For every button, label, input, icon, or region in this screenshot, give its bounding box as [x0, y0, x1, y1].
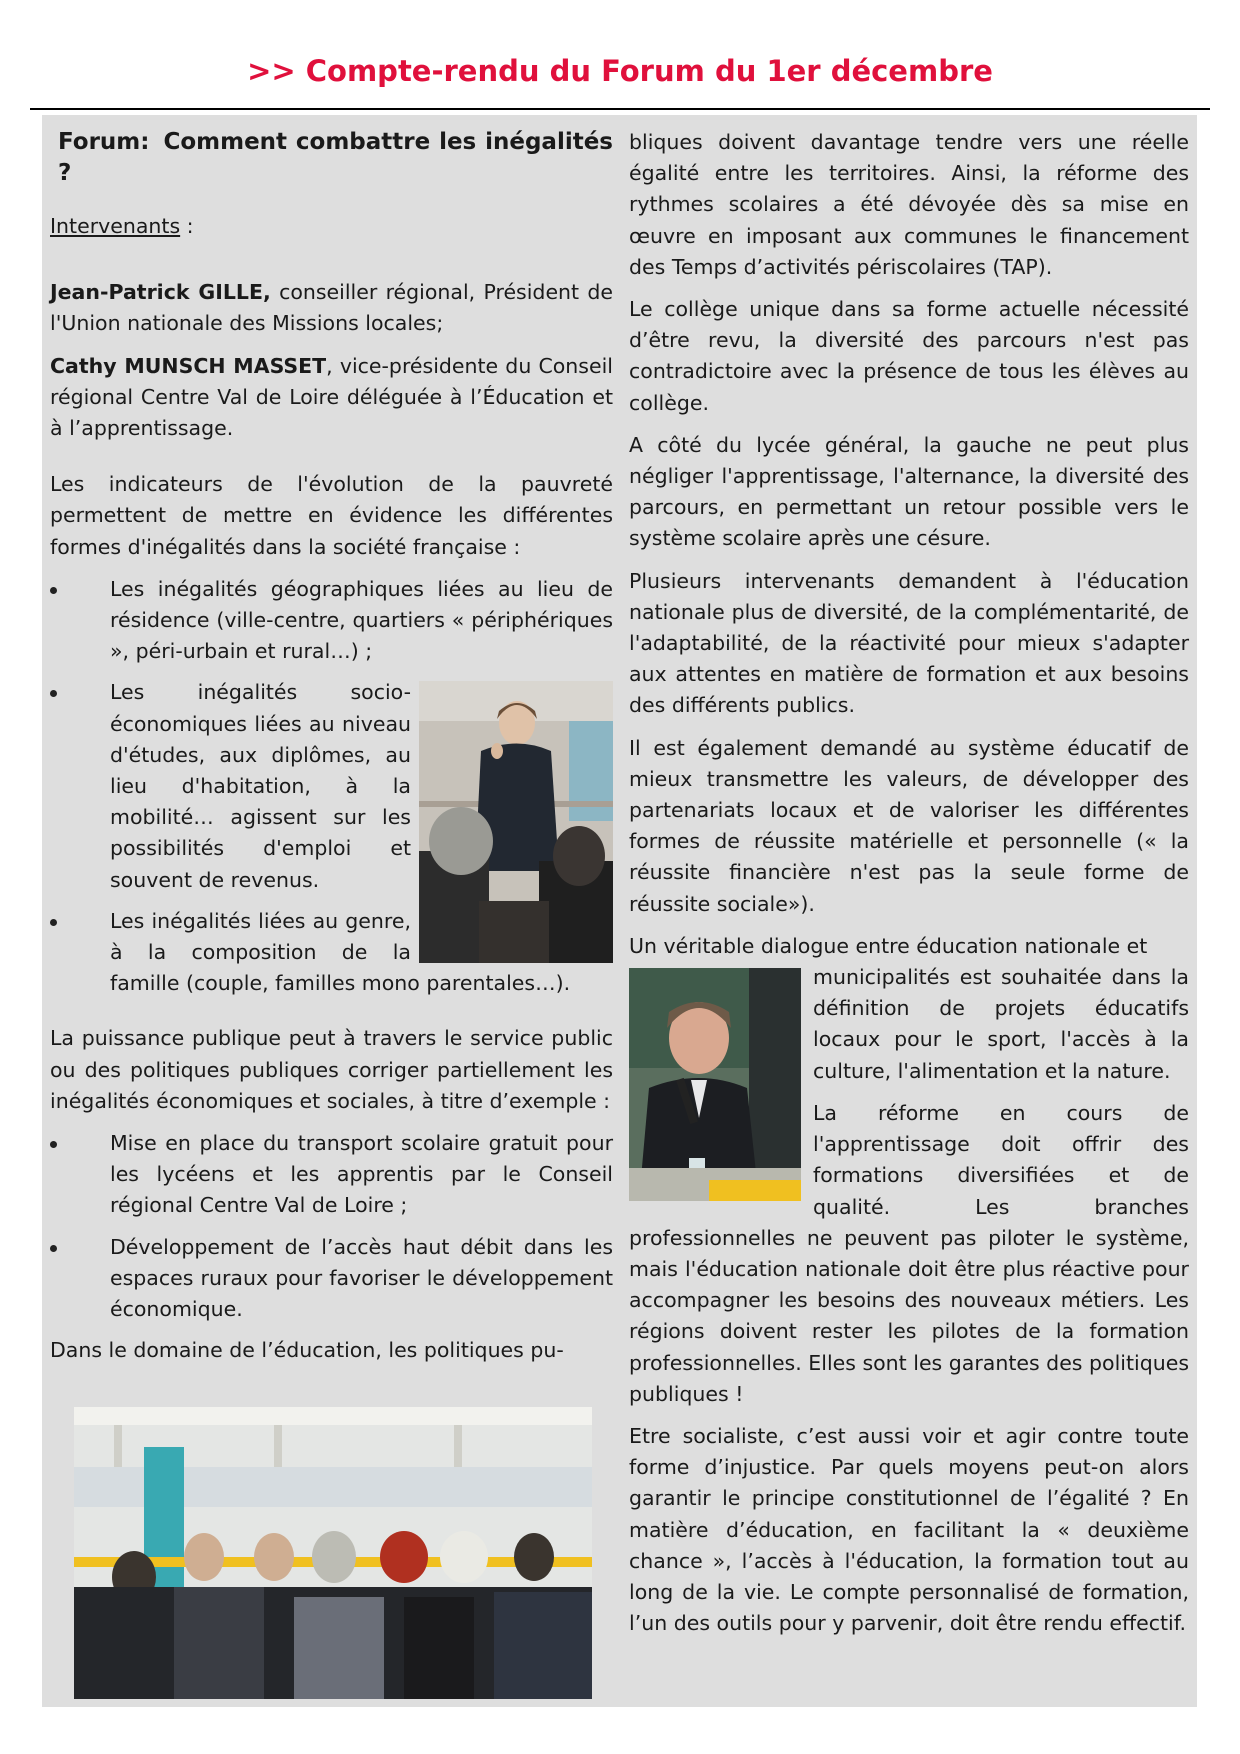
bullet-icon — [50, 919, 57, 926]
list-item-text: Mise en place du transport scolaire gratuit pour les lycéens et les apprentis par le Conseil régional Centre Val de Loire ; — [110, 1131, 613, 1218]
paragraph: Il est également demandé au système éducatif de mieux transmettre les valeurs, de développer des partenariats locaux et de valoriser les différentes formes de réussite matérielle et personnelle (« la réussite financière n'est pas la seule forme de réussite sociale»). — [629, 735, 1189, 916]
photo-audience — [74, 1407, 592, 1699]
speaker-name: Cathy MUNSCH MASSET — [50, 353, 327, 378]
right-column — [629, 127, 1189, 1650]
education-paragraph-start: Dans le domaine de l’éducation, les politiques pu- — [50, 1338, 564, 1363]
speaker-name: Jean-Patrick GILLE, — [50, 280, 271, 305]
forum-label: Forum: — [58, 129, 150, 155]
spacer — [50, 253, 613, 277]
intervenants-heading — [50, 211, 613, 242]
examples-list — [50, 1128, 613, 1325]
spacer — [50, 1009, 613, 1023]
intervenants-colon: : — [180, 214, 194, 238]
list-item — [50, 677, 613, 895]
list-item-text: Les inégalités liées au genre, à la composition de la famille (couple, familles mono parentales…). — [110, 908, 571, 996]
list-item-text: Développement de l’accès haut débit dans les espaces ruraux pour favoriser le développement économique. — [110, 1234, 613, 1322]
list-item — [50, 1128, 613, 1222]
speaker-role: , vice-présidente du Conseil régional Centre Val de Loire déléguée à l’Éducation et à l’apprentissage. — [50, 353, 613, 441]
paragraph: A côté du lycée général, la gauche ne peut plus négliger l'apprentissage, l'alternance, la diversité des parcours, en permettant un retour possible vers le système scolaire après une césure. — [629, 432, 1189, 551]
intervenants-label: Intervenants — [50, 214, 181, 238]
bullet-icon — [50, 1245, 57, 1252]
bullet-icon — [50, 1141, 57, 1148]
speaker-2 — [50, 351, 613, 445]
paragraph: Etre socialiste, c’est aussi voir et agir contre toute forme d’injustice. Par quels moyens peut-on alors garantir le principe constitutionnel de l’égalité ? En matière d’éducation, en facilitant la « deuxième chance », l’accès à l'éducation, la formation tout au long de la vie. Le compte personnalisé de formation, l’un des outils pour y parvenir, doit être rendu effectif. — [629, 1423, 1189, 1636]
paragraph: bliques doivent davantage tendre vers une réelle égalité entre les territoires. Ainsi, la réforme des rythmes scolaires a été dévoyée dès sa mise en œuvre en imposant aux communes le financement des Temps d’activités périscolaires (TAP). — [629, 130, 1189, 279]
paragraph: Un véritable dialogue entre éducation nationale et — [629, 933, 1148, 958]
bullet-icon — [50, 587, 57, 594]
page-header-title: >> Compte-rendu du Forum du 1er décembre — [247, 54, 993, 88]
photo-speaker-man — [629, 968, 801, 1201]
forum-title — [50, 127, 613, 189]
paragraph: La réforme en cours de l'apprentissage doit offrir des formations diversifiées et de qualité. Les branches professionnelles ne peuvent pas piloter le système, mais l'éducation nationale doit être plus réactive pour accompagner les besoins des nouveaux métiers. Les régions doivent rester les pilotes de la formation professionnelles. Elles sont les garantes des politiques publiques ! — [629, 1100, 1189, 1406]
paragraph: Le collège unique dans sa forme actuelle nécessité d’être revu, la diversité des parcours n'est pas contradictoire avec la présence de tous les élèves au collège. — [629, 297, 1189, 415]
inequalities-intro: Les indicateurs de l'évolution de la pauvreté permettent de mettre en évidence les différentes formes d'inégalités dans la société française : — [50, 472, 613, 559]
list-item — [50, 574, 613, 668]
article-panel — [42, 115, 1197, 1707]
forum-question: Comment combattre les inégalités ? — [58, 129, 613, 186]
spacer — [50, 455, 613, 469]
left-column — [50, 127, 613, 1378]
header-rule — [30, 108, 1210, 110]
speaker-role: conseiller régional, Président de l'Union nationale des Missions locales; — [50, 280, 613, 336]
list-item — [50, 1232, 613, 1326]
list-item — [50, 906, 613, 1000]
paragraph: Plusieurs intervenants demandent à l'éducation nationale plus de diversité, de la complémentarité, de l'adaptabilité, de la réactivité pour mieux s'adapter aux attentes en matière de formation et aux besoins des différents publics. — [629, 568, 1189, 718]
speaker-1 — [50, 277, 613, 339]
bullet-icon — [50, 690, 57, 697]
public-power-paragraph: La puissance publique peut à travers le service public ou des politiques publiques corriger partiellement les inégalités économiques et sociales, à titre d’exemple : — [50, 1026, 613, 1113]
paragraph: municipalités est souhaitée dans la définition de projets éducatifs locaux pour le sport, l'accès à la culture, l'alimentation et la nature. — [813, 965, 1189, 1083]
inequalities-list — [50, 574, 613, 1000]
list-item-text: Les inégalités géographiques liées au lieu de résidence (ville-centre, quartiers « périphériques », péri-urbain et rural…) ; — [110, 576, 613, 664]
list-item-text: Les inégalités socio-économiques liées au niveau d'études, aux diplômes, au lieu d'habitation, à la mobilité… agissent sur les possibilités d'emploi et souvent de revenus. — [110, 680, 411, 892]
